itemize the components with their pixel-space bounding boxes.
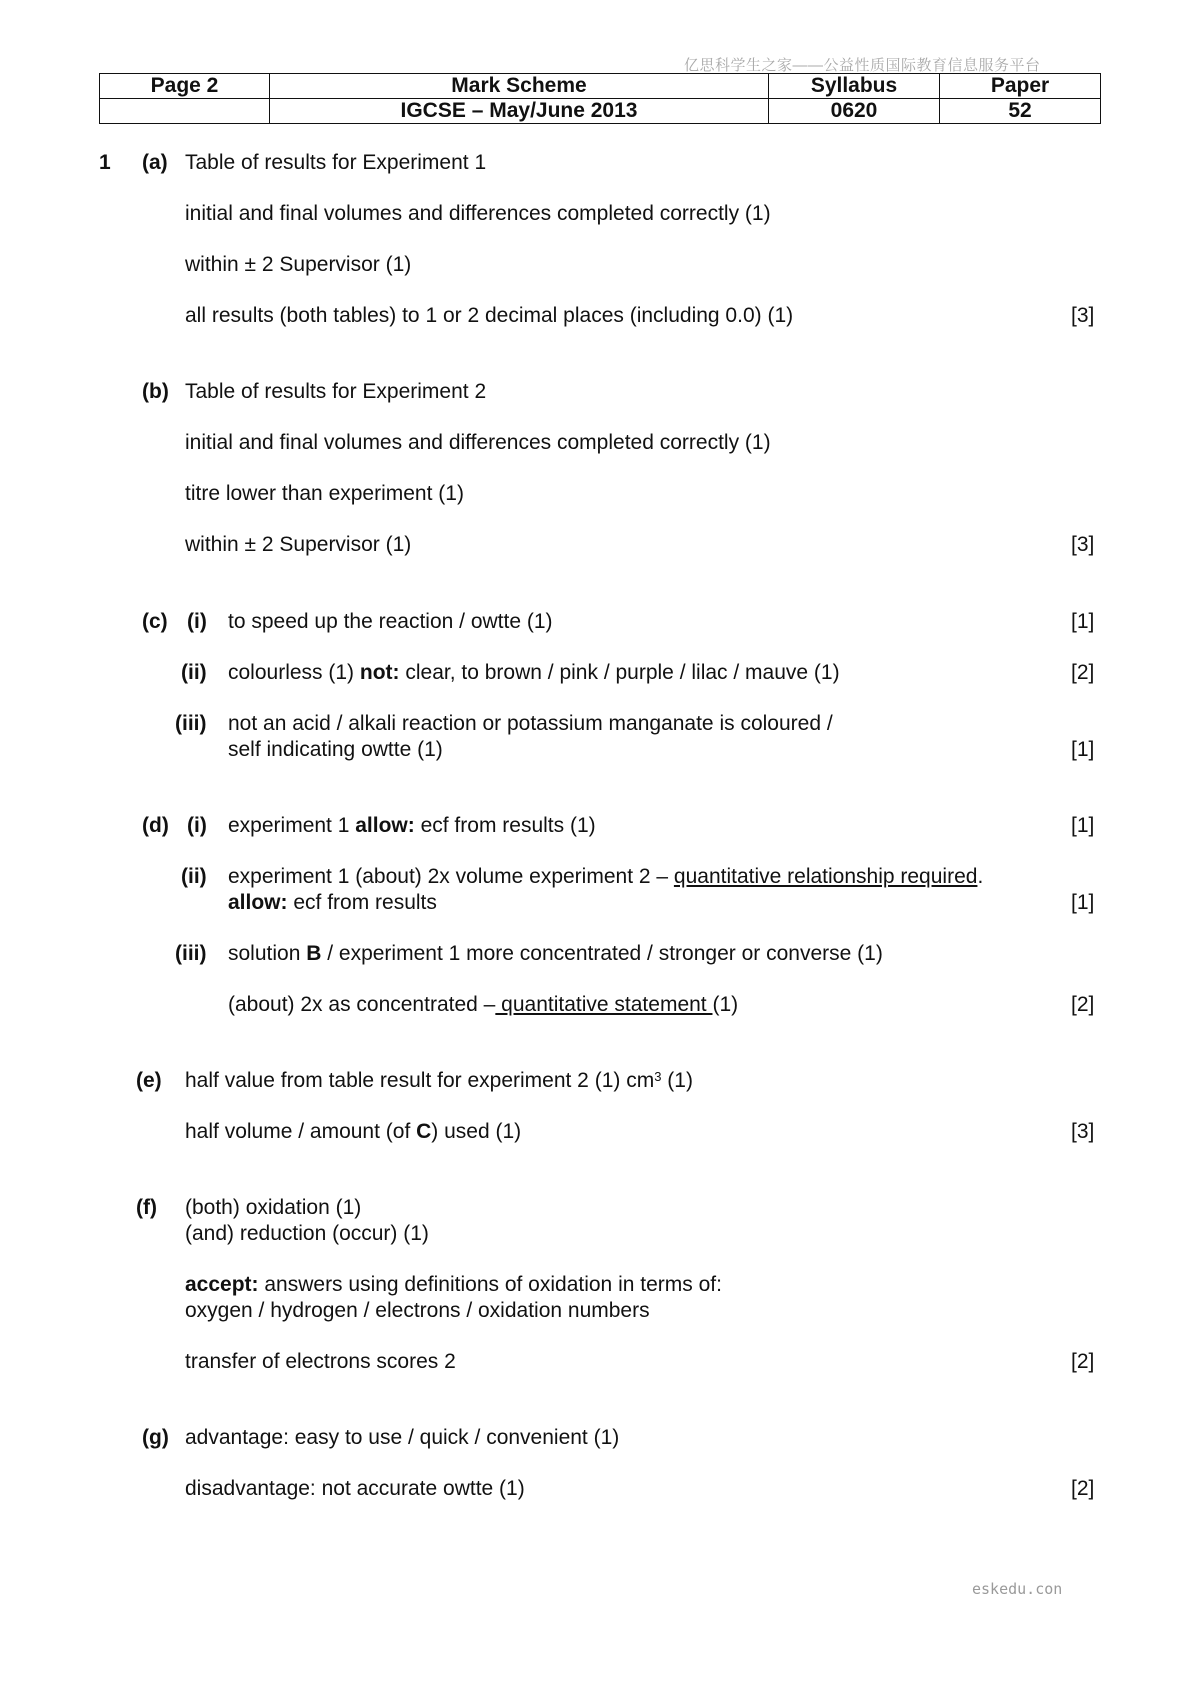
part-b-line: initial and final volumes and differences completed correctly (1)	[185, 431, 771, 454]
part-d-ii-mark: [1]	[1071, 891, 1095, 914]
part-f-transfer: transfer of electrons scores 2	[185, 1350, 456, 1373]
part-d-i-text: experiment 1 allow: ecf from results (1)	[228, 814, 596, 837]
part-c-iii-line2: self indicating owtte (1)	[228, 738, 443, 761]
part-c-ii-label: (ii)	[181, 661, 207, 684]
part-c-iii-label: (iii)	[175, 712, 207, 735]
part-d-iii-label: (iii)	[175, 942, 207, 965]
part-d-iii-mark: [2]	[1071, 993, 1095, 1016]
part-a-line: initial and final volumes and differences completed correctly (1)	[185, 202, 771, 225]
part-f-line1: (both) oxidation (1)	[185, 1196, 362, 1219]
part-d-iii-line2: (about) 2x as concentrated – quantitative statement (1)	[228, 993, 739, 1016]
part-a-line: Table of results for Experiment 1	[185, 151, 487, 174]
watermark-bottom: eskedu.con	[972, 1580, 1063, 1598]
part-f-mark: [2]	[1071, 1350, 1095, 1373]
part-f-accept: accept: answers using definitions of oxidation in terms of:	[185, 1273, 722, 1296]
part-b-mark: [3]	[1071, 533, 1095, 556]
part-g-label: (g)	[142, 1426, 169, 1449]
part-a-label: (a)	[142, 151, 168, 174]
part-c-ii-mark: [2]	[1071, 661, 1095, 684]
part-f-label: (f)	[136, 1196, 157, 1219]
part-b-line: titre lower than experiment (1)	[185, 482, 464, 505]
part-c-i-mark: [1]	[1071, 610, 1095, 633]
part-d-ii-label: (ii)	[181, 865, 207, 888]
part-c-label: (c)	[142, 610, 168, 633]
header-syllabus-code: 0620	[769, 99, 940, 124]
part-d-i-label: (i)	[187, 814, 207, 837]
header-page: Page 2	[100, 74, 270, 99]
part-b-line: Table of results for Experiment 2	[185, 380, 487, 403]
part-a-mark: [3]	[1071, 304, 1095, 327]
part-g-mark: [2]	[1071, 1477, 1095, 1500]
part-b-line: within ± 2 Supervisor (1)	[185, 533, 412, 556]
part-e-line2: half volume / amount (of C) used (1)	[185, 1120, 522, 1143]
header-table	[99, 73, 1101, 124]
header-paper-label: Paper	[940, 74, 1101, 99]
part-e-label: (e)	[136, 1069, 162, 1092]
part-c-i-text: to speed up the reaction / owtte (1)	[228, 610, 553, 633]
part-c-iii-line1: not an acid / alkali reaction or potassium manganate is coloured /	[228, 712, 833, 735]
part-b-label: (b)	[142, 380, 169, 403]
header-exam: IGCSE – May/June 2013	[270, 99, 769, 124]
part-g-line2: disadvantage: not accurate owtte (1)	[185, 1477, 525, 1500]
header-mark-scheme: Mark Scheme	[270, 74, 769, 99]
header-paper-number: 52	[940, 99, 1101, 124]
part-f-accept-line2: oxygen / hydrogen / electrons / oxidation numbers	[185, 1299, 650, 1322]
question-number: 1	[99, 151, 111, 174]
watermark-top: 亿思科学生之家——公益性质国际教育信息服务平台	[684, 57, 1041, 74]
part-c-i-label: (i)	[187, 610, 207, 633]
part-d-ii-line2: allow: ecf from results	[228, 891, 437, 914]
part-e-mark: [3]	[1071, 1120, 1095, 1143]
part-f-line2: (and) reduction (occur) (1)	[185, 1222, 429, 1245]
part-a-line: all results (both tables) to 1 or 2 decimal places (including 0.0) (1)	[185, 304, 794, 327]
part-d-label: (d)	[142, 814, 169, 837]
part-a-line: within ± 2 Supervisor (1)	[185, 253, 412, 276]
part-c-iii-mark: [1]	[1071, 738, 1095, 761]
part-g-line1: advantage: easy to use / quick / convenient (1)	[185, 1426, 620, 1449]
part-c-ii-text: colourless (1) not: clear, to brown / pink / purple / lilac / mauve (1)	[228, 661, 840, 684]
part-d-i-mark: [1]	[1071, 814, 1095, 837]
header-syllabus-label: Syllabus	[769, 74, 940, 99]
part-e-line1: half value from table result for experiment 2 (1) $cm^3$ (1)	[185, 1069, 693, 1092]
header-blank	[100, 99, 270, 124]
part-d-iii-line1: solution B / experiment 1 more concentrated / stronger or converse (1)	[228, 942, 883, 965]
part-d-ii-line1: experiment 1 (about) 2x volume experiment 2 – quantitative relationship required.	[228, 865, 984, 888]
